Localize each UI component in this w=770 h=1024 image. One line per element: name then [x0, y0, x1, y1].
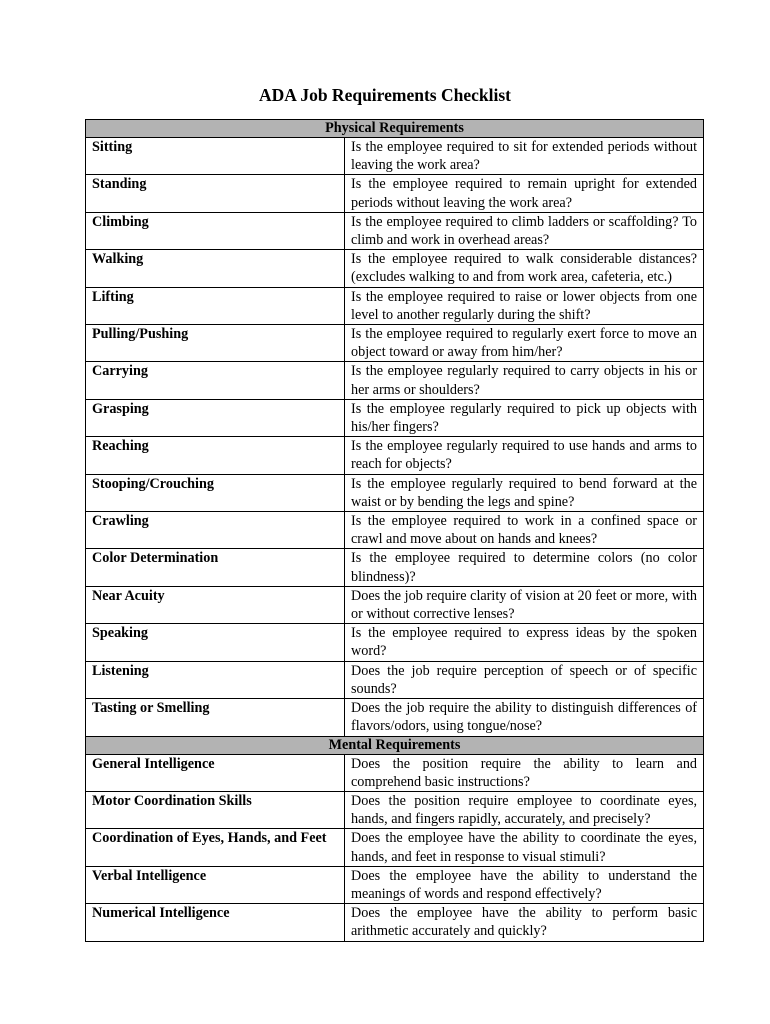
table-row [86, 866, 704, 903]
requirement-label: Walking [86, 250, 345, 287]
table-row [86, 399, 704, 436]
table-row [86, 699, 704, 736]
section-header-physical [86, 120, 704, 138]
requirement-label: Tasting or Smelling [86, 699, 345, 736]
requirement-description: Does the position require employee to coordinate eyes, hands, and fingers rapidly, accurately, and precisely? [345, 791, 704, 828]
requirement-label: General Intelligence [86, 754, 345, 791]
requirement-label: Stooping/Crouching [86, 474, 345, 511]
table-row [86, 362, 704, 399]
requirement-label: Crawling [86, 512, 345, 549]
requirement-label: Standing [86, 175, 345, 212]
requirement-label: Carrying [86, 362, 345, 399]
requirement-description: Does the job require perception of speech or of specific sounds? [345, 661, 704, 698]
requirement-description: Does the job require the ability to distinguish differences of flavors/odors, using tongue/nose? [345, 699, 704, 736]
requirement-label: Sitting [86, 138, 345, 175]
page-title: ADA Job Requirements Checklist [259, 85, 511, 105]
requirement-description: Does the employee have the ability to coordinate the eyes, hands, and feet in response to visual stimuli? [345, 829, 704, 866]
requirement-label: Grasping [86, 399, 345, 436]
requirement-label: Numerical Intelligence [86, 904, 345, 941]
table-row [86, 250, 704, 287]
requirement-label: Speaking [86, 624, 345, 661]
table-row [86, 904, 704, 941]
requirement-description: Is the employee required to work in a confined space or crawl and move about on hands and knees? [345, 512, 704, 549]
requirement-description: Is the employee required to raise or lower objects from one level to another regularly during the shift? [345, 287, 704, 324]
requirement-label: Reaching [86, 437, 345, 474]
requirement-description: Is the employee regularly required to use hands and arms to reach for objects? [345, 437, 704, 474]
requirement-label: Motor Coordination Skills [86, 791, 345, 828]
requirement-description: Is the employee required to remain upright for extended periods without leaving the work area? [345, 175, 704, 212]
requirement-description: Is the employee required to express ideas by the spoken word? [345, 624, 704, 661]
requirement-label: Near Acuity [86, 586, 345, 623]
requirement-description: Is the employee required to sit for extended periods without leaving the work area? [345, 138, 704, 175]
table-row [86, 474, 704, 511]
table-row [86, 512, 704, 549]
table-row [86, 624, 704, 661]
requirements-table-body [86, 120, 704, 942]
requirement-label: Climbing [86, 212, 345, 249]
requirement-label: Listening [86, 661, 345, 698]
requirement-description: Is the employee required to climb ladders or scaffolding? To climb and work in overhead areas? [345, 212, 704, 249]
table-row [86, 829, 704, 866]
section-heading: Physical Requirements [86, 120, 704, 138]
table-row [86, 212, 704, 249]
requirements-table [85, 119, 704, 942]
requirement-description: Does the employee have the ability to understand the meanings of words and respond effectively? [345, 866, 704, 903]
table-row [86, 754, 704, 791]
section-heading: Mental Requirements [86, 736, 704, 754]
requirement-description: Is the employee regularly required to pick up objects with his/her fingers? [345, 399, 704, 436]
requirement-description: Is the employee regularly required to bend forward at the waist or by bending the legs and spine? [345, 474, 704, 511]
requirement-description: Does the employee have the ability to perform basic arithmetic accurately and quickly? [345, 904, 704, 941]
requirement-description: Is the employee required to regularly exert force to move an object toward or away from him/her? [345, 325, 704, 362]
table-row [86, 791, 704, 828]
table-row [86, 661, 704, 698]
table-row [86, 549, 704, 586]
table-row [86, 586, 704, 623]
requirement-description: Is the employee required to walk considerable distances? (excludes walking to and from work area, cafeteria, etc.) [345, 250, 704, 287]
section-header-mental [86, 736, 704, 754]
requirement-label: Verbal Intelligence [86, 866, 345, 903]
requirement-description: Does the job require clarity of vision at 20 feet or more, with or without corrective lenses? [345, 586, 704, 623]
requirement-label: Color Determination [86, 549, 345, 586]
table-row [86, 437, 704, 474]
table-row [86, 175, 704, 212]
table-row [86, 287, 704, 324]
requirement-label: Lifting [86, 287, 345, 324]
requirement-label: Coordination of Eyes, Hands, and Feet [86, 829, 345, 866]
requirement-description: Is the employee regularly required to carry objects in his or her arms or shoulders? [345, 362, 704, 399]
table-row [86, 138, 704, 175]
table-row [86, 325, 704, 362]
requirement-description: Is the employee required to determine colors (no color blindness)? [345, 549, 704, 586]
requirement-label: Pulling/Pushing [86, 325, 345, 362]
requirement-description: Does the position require the ability to learn and comprehend basic instructions? [345, 754, 704, 791]
